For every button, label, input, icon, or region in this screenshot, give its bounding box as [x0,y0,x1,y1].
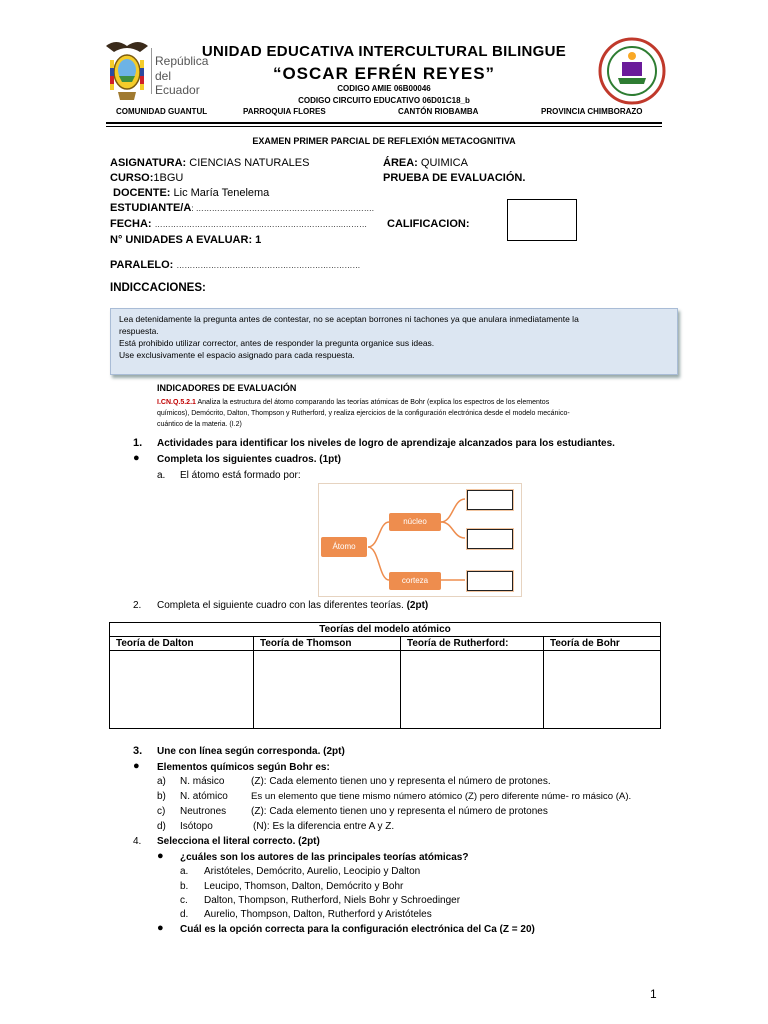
q2-number: 2. [133,600,142,611]
page-number: 1 [650,987,657,1001]
table-answer-cell[interactable] [401,651,544,729]
indicator-line-1 [157,397,662,408]
location-row [0,107,768,119]
q3-item-letter: b) [157,791,166,802]
q2-points: (2pt) [406,600,429,611]
q1-text: Actividades para identificar los niveles de logro de aprendizaje alcanzados para los estudiantes. [157,438,615,449]
q4-option-text: Aurelio, Thompson, Dalton, Rutherford y Aristóteles [204,909,432,920]
student-label: ESTUDIANTE/A [110,202,192,214]
table-answer-cell[interactable] [254,651,401,729]
units-label: N° UNIDADES A EVALUAR: 1 [110,234,262,246]
logo-country-line1: República [155,54,209,68]
teacher-label: DOCENTE: [113,187,171,199]
q4-sub2-text: Cuál es la opción correcta para la configuración electrónica del Ca (Z = 20) [180,924,535,935]
indications-label: INDICCACIONES: [110,282,206,294]
q4-option-letter: b. [180,881,189,892]
q4-option-text: Leucipo, Thomson, Dalton, Demócrito y Bohr [204,881,404,892]
grade-box[interactable] [507,199,577,241]
q3-item-definition: (Z): Cada elemento tienen uno y representa el número de protones. [251,776,551,787]
teacher-row [113,187,269,199]
header-divider [106,122,662,124]
school-name-line1: UNIDAD EDUCATIVA INTERCULTURAL BILINGUE [201,43,567,60]
indicators-heading: INDICADORES DE EVALUACIÓN [157,383,297,393]
q1-bullet: ● [133,452,140,464]
q4-option-letter: a. [180,866,189,877]
q3-number: 3. [133,745,143,757]
subject-value: CIENCIAS NATURALES [189,157,310,169]
q3-item-term: N. másico [180,776,225,787]
q4-bullet: ● [157,850,164,862]
parallel-row[interactable] [110,259,360,271]
q4-bullet-2: ● [157,922,164,934]
q1-number: 1. [133,437,143,449]
table-answer-cell[interactable] [544,651,661,729]
circuit-code: CODIGO CIRCUITO EDUCATIVO 06D01C18_b [298,96,470,105]
school-name-line2: “OSCAR EFRÉN REYES” [272,64,496,83]
q3-text: Une con línea según corresponda. (2pt) [157,746,345,757]
course-row [110,172,183,184]
diagram-answer-box-2[interactable] [467,529,513,549]
amie-code: CODIGO AMIE 06B00046 [337,84,431,93]
table-header-bohr: Teoría de Bohr [544,637,661,651]
table-answer-row[interactable] [110,651,661,729]
province: PROVINCIA CHIMBORAZO [541,107,643,116]
q3-bullet: ● [133,760,140,772]
q4-option-text: Aristóteles, Demócrito, Aurelio, Leocipio y Dalton [204,866,421,877]
table-header-dalton: Teoría de Dalton [110,637,254,651]
atom-diagram [318,483,522,597]
q3-item-letter: c) [157,806,166,817]
student-row[interactable] [110,202,374,214]
exam-title: EXAMEN PRIMER PARCIAL DE REFLEXIÓN METACOGNITIVA [252,136,516,146]
q1-sub-text: Completa los siguientes cuadros. (1pt) [157,454,341,465]
instruction-line: Lea detenidamente la pregunta antes de contestar, no se aceptan borrones ni tachones ya que anulara inmediatamente la [119,314,579,324]
diagram-node-atom: Átomo [321,537,367,557]
indicator-line1-text: Analiza la estructura del átomo comparando las teorías atómicas de Bohr (explica los espectros de los elementos [195,399,550,406]
diagram-node-nucleus: núcleo [389,513,441,531]
q4-option-text: Dalton, Thompson, Rutherford, Niels Bohr y Schroedinger [204,895,461,906]
teacher-value: Lic María Tenelema [173,187,270,199]
indicator-code: I.CN.Q.5.2.1 [157,399,196,406]
q4-sub-text: ¿cuáles son los autores de las principales teorías atómicas? [180,852,469,863]
student-blank[interactable]: : …………………………………………………………. [191,204,374,213]
q1-item-text: El átomo está formado por: [180,470,301,481]
test-label: PRUEBA DE EVALUACIÓN. [383,172,526,184]
grade-label: CALIFICACION: [387,218,470,230]
parallel-blank[interactable]: …………………………………………………………… [176,261,361,270]
indicator-line-3: cuántico de la materia. (I.2) [157,421,242,428]
q3-item-letter: a) [157,776,166,787]
q1-item-letter: a. [157,470,166,481]
theories-table [109,622,661,729]
q3-item-definition: Es un elemento que tiene mismo número atómico (Z) pero diferente núme- ro másico (A). [251,791,632,802]
diagram-answer-box-1[interactable] [467,490,513,510]
header-divider-thin [106,126,662,127]
q3-sub-text: Elementos químicos según Bohr es: [157,762,330,773]
logo-country-line2: del Ecuador [155,69,200,97]
area-row [383,157,468,169]
instructions-box [110,308,678,375]
table-title-row [110,623,661,637]
q3-item-term: N. atómico [180,791,228,802]
instruction-line: Use exclusivamente el espacio asignado para cada respuesta. [119,350,355,360]
table-title: Teorías del modelo atómico [110,623,661,637]
date-blank[interactable]: ……………………………………………………………..……… [154,220,368,229]
instruction-line: respuesta. [119,326,159,336]
subject-row [110,157,309,169]
table-header-thomson: Teoría de Thomson [254,637,401,651]
q4-text: Selecciona el literal correcto. (2pt) [157,836,320,847]
parish: PARROQUIA FLORES [243,107,326,116]
table-header-row [110,637,661,651]
indicators-text [157,397,662,430]
q3-item-term: Neutrones [180,806,227,817]
diagram-answer-box-3[interactable] [467,571,513,591]
q3-item-term: Isótopo [180,821,213,832]
area-value: QUIMICA [420,157,468,169]
canton: CANTÓN RIOBAMBA [398,107,479,116]
instruction-line: Está prohibido utilizar corrector, antes de responder la pregunta organice sus ideas. [119,338,435,348]
course-value: 1BGU [153,172,184,184]
q3-item-definition: (N): Es la diferencia entre A y Z. [253,821,395,832]
date-label: FECHA: [110,218,152,230]
q4-option-letter: c. [180,895,188,906]
diagram-node-cortex: corteza [389,572,441,590]
table-header-rutherford: Teoría de Rutherford: [401,637,544,651]
course-label: CURSO: [110,172,154,184]
parallel-label: PARALELO: [110,259,174,271]
q2-text: Completa el siguiente cuadro con las diferentes teorías. [157,600,407,611]
indicator-line-2: químicos), Demócrito, Dalton, Thompson y Rutherford, y realiza ejercicios de la configuración electrónica desde el modelo mecánico- [157,410,570,417]
q2-line [157,600,428,611]
table-answer-cell[interactable] [110,651,254,729]
q3-item-definition: (Z): Cada elemento tienen uno y representa el número de protones [251,806,548,817]
community: COMUNIDAD GUANTUL [116,107,208,116]
date-row[interactable] [110,218,367,230]
q4-option-letter: d. [180,909,189,920]
area-label: ÁREA: [383,157,418,169]
q3-item-letter: d) [157,821,166,832]
q4-number: 4. [133,836,142,847]
subject-label: ASIGNATURA: [110,157,187,169]
